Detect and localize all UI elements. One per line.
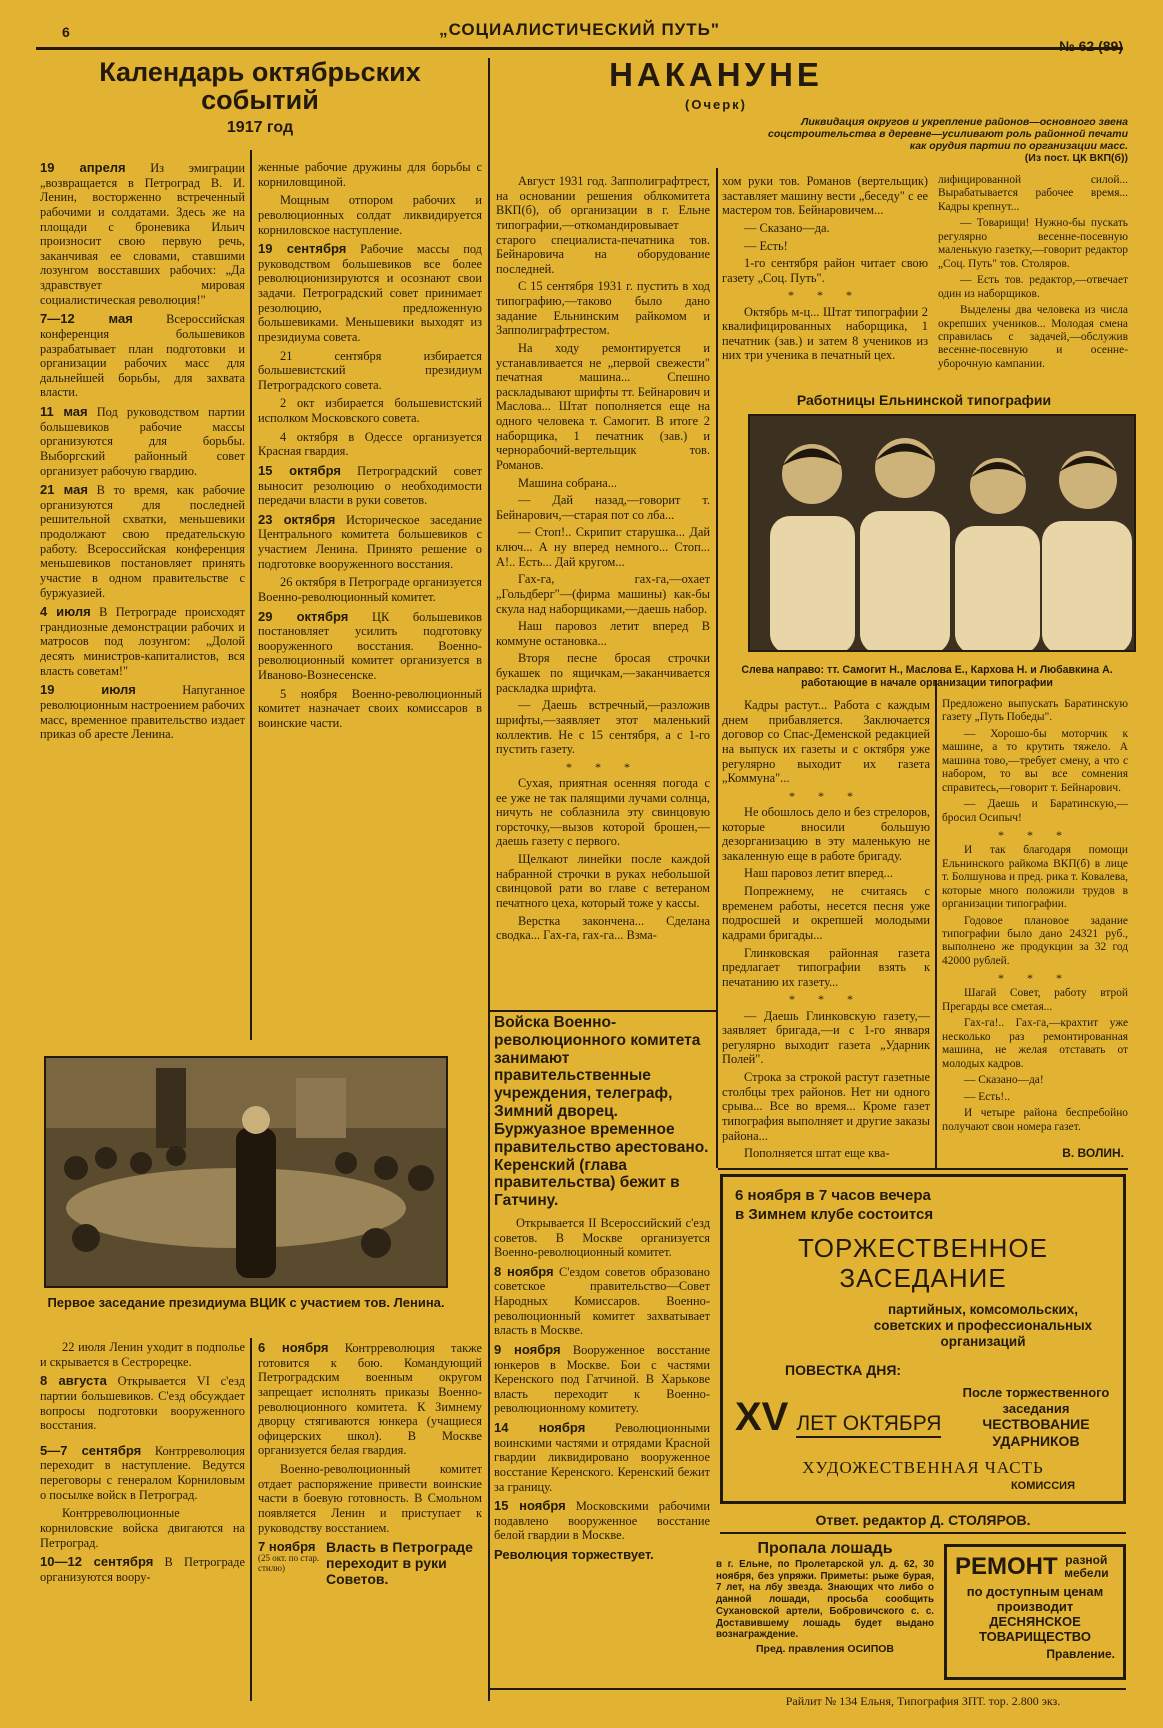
essay-signature: В. ВОЛИН.: [1062, 1146, 1124, 1160]
calendar-title: Календарь октябрьских событий: [99, 58, 421, 116]
calendar-year: 1917 год: [226, 118, 294, 136]
calendar-lower-column-1: [40, 1340, 245, 1700]
entry-date: 15 октября: [258, 462, 341, 478]
essay-paragraph: — Товарищи! Нужно-бы пускать регулярно весенне-посевную маленькую газетку,—говорит редактор „Соц. Путь" тов. Столяров.: [938, 217, 1128, 270]
essay-paragraph: Наш паровоз летит вперед...: [744, 866, 893, 881]
essay-paragraph: 1-го сентября район читает свою газету „Соц. Путь".: [722, 256, 928, 285]
page-number: 6: [62, 24, 70, 40]
issue-number: № 62 (89): [1059, 38, 1123, 54]
entry-date: 21 мая: [40, 482, 88, 498]
essay-paragraph: На ходу ремонтируется и устанавливается не „первой свежести" печатная машина... Спешно раскладывают шрифты тт. Бейнарович и Маслова... Штат пополняется еще на одного человека т. Самогит. В итоге 2 наборщика, 1 печатник (зав.) и чернорабочий-вертельщик тов. Романов.: [496, 340, 710, 472]
essay-paragraph: Попрежнему, не считаясь с временем работы, несется песня уже подросшей и окрепшей молодыми кадрами бригады...: [722, 884, 930, 942]
entry-text: женные рабочие дружины для борьбы с корниловщиной.: [258, 160, 482, 189]
calendar-column-1: [40, 160, 245, 1040]
essay-paragraph: Щелкают линейки после каждой набранной строчки в руках небольшой свинцовой рати во главе с ветераном печатного цеха, который тоже у кассы.: [496, 852, 710, 910]
meeting-organizations: партийных, комсомольских, советских и профессиональных организаций: [873, 1301, 1093, 1350]
entry-date: 7—12 мая: [40, 311, 133, 327]
separator-stars: * * *: [998, 971, 1072, 986]
essay-paragraph: Кадры растут... Работа с каждым днем прибавляется. Заключается договор со Спас-Деменской редакцией на выпуск их газеты и с октября уже регулярно выходит их газета „Коммуна"...: [722, 698, 930, 786]
calendar-entry: [40, 1554, 245, 1584]
calendar-entry: [258, 396, 482, 425]
entry-date: 19 июля: [40, 682, 136, 698]
repair-sign: Правление.: [1046, 1647, 1115, 1662]
calendar-entry: [40, 404, 245, 478]
entry-text: 4 октября в Одессе организуется Красная гвардия.: [258, 429, 482, 459]
calendar-lower-column-2: [258, 1340, 482, 1700]
entry-date: 29 октября: [258, 608, 349, 624]
lost-horse-sign: Пред. правления ОСИПОВ: [755, 1643, 895, 1656]
calendar-entry: [258, 575, 482, 604]
essay-paragraph: — Хорошо-бы моторчик к машине, а то крутить тяжело. А машина тово,—требует смену, а что с набором, то вы все сомнения справитесь,—говорит т. Бейнарович.: [942, 727, 1128, 794]
essay-paragraph: Верстка закончена... Сделана сводка... Гах-га, гах-га... Взма-: [496, 913, 710, 943]
essay-subtitle: (Очерк): [685, 96, 747, 112]
column-rule: [250, 150, 252, 1040]
entry-date: 19 сентября: [258, 241, 347, 257]
meeting-line-1: 6 ноября в 7 часов вечера: [735, 1187, 931, 1204]
calendar-entry: [258, 512, 482, 572]
entry-text: Контрреволюция переходит в наступление. Ведутся переговоры с генералом Корниловым о посылке войск в Петроград.: [40, 1443, 245, 1502]
meeting-xv: XV: [735, 1394, 789, 1439]
nov7-text: Власть в Петрограде переходит в руки Советов.: [326, 1539, 473, 1588]
essay-header: [496, 56, 1128, 188]
essay-paragraph: Машина собрана...: [518, 475, 618, 490]
workers-photo: [748, 414, 1136, 652]
meeting-art: ХУДОЖЕСТВЕННАЯ ЧАСТЬ: [802, 1457, 1044, 1477]
meeting-honor: ЧЕСТВОВАНИЕ УДАРНИКОВ: [982, 1416, 1090, 1449]
calendar-entry: [40, 311, 245, 400]
column-rule: [250, 1338, 252, 1701]
repair-subject: разной мебели: [1064, 1552, 1109, 1581]
essay-paragraph: Гах-га, гах-га,—охает „Гольдберг"—(фирма машины) как-бы скула над наборщиками,—даешь набор.: [496, 572, 710, 616]
meeting-commission: КОМИССИЯ: [1010, 1479, 1075, 1492]
entry-text: 21 сентября избирается большевистский президиум Петроградского совета.: [258, 348, 482, 392]
calendar-entry: [494, 1264, 710, 1338]
entry-date: 15 ноября: [494, 1498, 566, 1514]
entry-date: 5—7 сентября: [40, 1442, 142, 1458]
essay-paragraph: И так благодаря помощи Ельнинского райкома ВКП(б) в лице т. Болшунова и пред. рика т. Ковалева, которые много положили трудов в организации типографии.: [942, 844, 1128, 911]
separator-stars: * * *: [566, 759, 640, 774]
entry-date: 6 ноября: [258, 1340, 329, 1355]
entry-date: 10—12 сентября: [40, 1554, 154, 1570]
meeting-line-2: в Зимнем клубе состоится: [735, 1205, 934, 1223]
calendar-entry: [40, 1373, 245, 1433]
essay-paragraph: Глинковская районная газета предлагает типографии взять к печатанию их газету...: [722, 945, 930, 989]
section-rule: [718, 1168, 1128, 1170]
essay-paragraph: Годовое плановое задание типографии было дано 24321 руб., выполнено же продукции за 32 год 42000 рублей.: [942, 914, 1128, 967]
essay-paragraph: — Даешь встречный,—разложив шрифты,—заявляет этот маленький коллектив. Не с 15 сентября, а с 1-го пустить газету.: [496, 698, 710, 757]
entry-text: Революционными воинскими частями и отрядами Красной гвардии ликвидировано вооруженное восстание Керенского. Керенский бежит за границу.: [494, 1421, 710, 1494]
essay-paragraph: Наш паровоз летит вперед В коммуне остановка...: [496, 619, 710, 648]
entry-date: 14 ноября: [494, 1420, 586, 1436]
calendar-entry: [258, 1462, 482, 1535]
workers-photo-caption: Слева направо: тт. Самогит Н., Маслова Е., Кархова Н. и Любавкина А. работающие в начале организации типографии: [741, 664, 1113, 689]
essay-paragraph: И четыре района беспребойно получают свои номера газет.: [942, 1107, 1128, 1133]
imprint: Райлит № 134 Ельня, Типография ЗПТ. тор. 2.800 экз.: [785, 1694, 1061, 1708]
newspaper-name: „СОЦИАЛИСТИЧЕСКИЙ ПУТЬ": [439, 20, 720, 39]
workers-photo-image: [750, 416, 1136, 652]
entry-text: Историческое заседание Центрального комитета большевиков с участием Ленина. Принято решение о подготовке вооруженного восстания.: [258, 512, 482, 571]
meeting-announcement: [720, 1174, 1126, 1504]
essay-epigraph-source: (Из пост. ЦК ВКП(б)): [1024, 152, 1128, 165]
entry-text: В Петрограде происходят грандиозные демонстрации рабочих и матросов под лозунгом: „Долой десять министров-капиталистов, вся власть советам!": [40, 605, 245, 678]
repair-text: по доступным ценам производит ДЕСНЯНСКОЕ ТОВАРИЩЕСТВО: [966, 1584, 1104, 1645]
essay-paragraph: Пополняется штат еще ква-: [744, 1146, 890, 1161]
essay-column-e: [942, 698, 1128, 1144]
essay-paragraph: Вторя песне бросая строчки букашек по ящичкам,—заканчивается раскладка шрифта.: [496, 651, 710, 695]
entry-text: В то время, как рабочие организуются для последней решительной схватки, меньшевики продолжают свою предательскую работу. Всероссийская конференция меньшевиков постановляет принять участие в одном правительстве с буржуазией.: [40, 483, 245, 600]
essay-column-d: [722, 698, 930, 1164]
calendar-entry: [494, 1498, 710, 1543]
entry-text: Открывается II Всероссийский с'езд советов. В Москве организуется Военно-революционный комитет.: [494, 1215, 710, 1260]
entry-text: ЦК большевиков постановляет усилить подготовку вооруженного восстания. Военно-революционный комитет организуется в Иваново-Вознесенске.: [258, 609, 482, 682]
entry-date: 23 октября: [258, 511, 336, 527]
revolution-column: [494, 1014, 710, 1686]
lost-horse-title: Пропала лошадь: [757, 1540, 893, 1557]
separator-stars: * * *: [789, 788, 863, 803]
meeting-after: После торжественного заседания: [962, 1384, 1110, 1416]
entry-date: 8 августа: [40, 1373, 107, 1389]
column-rule: [935, 680, 937, 1170]
lost-horse-text: в г. Ельне, по Пролетарской ул. д. 62, 30 ноября, без упряжи. Приметы: рыже бурая, 7 лет, на лбу звезда. Знающих что либо о данной лошади, просьба сообщить Сухановской артели, Бобровичского с. с. Доставившему лошадь будет выдано вознаграждение.: [716, 1558, 934, 1641]
nov7-date: 7 ноября: [258, 1539, 316, 1555]
revolution-closing: Революция торжествует.: [494, 1547, 654, 1563]
essay-column-a: [496, 174, 710, 1004]
entry-date: 9 ноября: [494, 1341, 561, 1357]
essay-paragraph: Не обошлось дело и без стрелоров, которые вносили большую дезорганизацию в эту маленькую не закаленную еще в работе бригаду.: [722, 804, 930, 863]
essay-column-c: [938, 174, 1128, 404]
essay-paragraph: — Сказано—да!: [964, 1074, 1044, 1087]
calendar-column-2: [258, 160, 482, 1040]
calendar-entry: [494, 1342, 710, 1416]
calendar-entry: [258, 349, 482, 393]
calendar-entry: [40, 160, 245, 307]
column-rule: [716, 168, 718, 1168]
entry-text: Контрреволюция также готовится к бою. Командующий Петроградским военным округом запрещает исполнять приказы Военно-революционного комитета. К Зимнему дворцу стягиваются юнкера (учащиеся офицерских школ). В Москве организуется белая гвардия.: [258, 1341, 482, 1458]
entry-text: Открывается VI с'езд партии большевиков. С'езд обсуждает вопросы подготовки вооруженного восстания.: [40, 1374, 245, 1433]
calendar-header: [40, 58, 480, 154]
entry-date: 11 мая: [40, 404, 88, 419]
nov7-note: (25 окт. по стар. стилю): [258, 1553, 320, 1574]
essay-paragraph: С 15 сентября 1931 г. пустить в ход типографию,—таково было дано задание Ельнинским райкомом и Запполиграфтрестом.: [496, 279, 710, 338]
essay-paragraph: Строка за строкой растут газетные столбцы трех районов. Нет ни одного срыва... Все во время... Кроме газет типография выполняет и другие заказы района...: [722, 1070, 930, 1143]
entry-text: С'ездом советов образовано советское правительство—Совет Народных Комиссаров. Военно-революционный комитет захватывает власть в Москве.: [494, 1264, 710, 1338]
essay-paragraph: лифицированной силой... Вырабатывается рабочее время... Кадры крепнут...: [938, 174, 1128, 213]
entry-text: Московскими рабочими подавлено вооруженное восстание белой гвардии в Москве.: [494, 1499, 710, 1543]
essay-paragraph: Выделены два человека из числа окрепших учеников... Молодая смена справилась с задачей,—обслужив весенне-посевную и осенне-уборочную кампании.: [938, 304, 1128, 370]
essay-paragraph: Август 1931 год. Запполиграфтрест, на основании решения облкомитета ВКП(б), об организации в г. Ельне типографии,—откомандировывает старого специалиста-печатника тов. Бейнаровича на оборудование последней.: [496, 174, 710, 276]
entry-text: 2 окт избирается большевистский исполком Московского совета.: [258, 396, 482, 425]
essay-paragraph: Предложено выпускать Баратинскую газету „Путь Победы".: [942, 698, 1128, 724]
essay-paragraph: — Есть!: [744, 238, 788, 253]
entry-text: Под руководством партии большевиков рабочие массы организуются для борьбы. Выборгский районный совет организует рабочую гвардию.: [40, 405, 245, 478]
entry-text: Из эмиграции „возвращается в Петроград В. И. Ленин, восторженно встреченный рабочими и солдатами. Здесь же на площади с броневика Ильич произносит свою первую речь, заканчивая ее словами, ставшими лозунгом восставших рабочих: „Да здравствует мировая социалистическая революция!": [40, 161, 245, 307]
revolution-headline: Войска Военно-революционного комитета занимают правительственные учреждения, телеграф, Зимний дворец. Буржуазное временное правительство арестовано. Керенский (глава правительства) бежит в Гатчину.: [494, 1014, 709, 1210]
workers-photo-heading: Работницы Ельнинской типографии: [796, 392, 1052, 408]
entry-text: Всероссийская конференция большевиков разрабатывает план подготовки и организации рабочих масс для дальнейшей борьбы, для захвата власти.: [40, 312, 245, 400]
calendar-entry: [40, 604, 245, 678]
entry-text: Вооруженное восстание юнкеров в Москве. Бои с частями Керенского под Гатчиной. В Харькове власть переходит к Военно-революционному комитету.: [494, 1342, 710, 1416]
calendar-entry: [258, 241, 482, 344]
calendar-entry: [258, 193, 482, 237]
entry-text: 22 июля Ленин уходит в подполье и скрывается в Сестрорецке.: [40, 1340, 245, 1369]
essay-paragraph: Гах-га!.. Гах-га,—крахтит уже несколько раз ремонтированная машина, не желая отставать от молодых кадров.: [942, 1017, 1128, 1070]
column-rule: [488, 58, 490, 1701]
entry-text: Военно-революционный комитет отдает распоряжение привести воинские части в боевую готовность. В Смольном появляется Ленин и приступает к руководству восстанием.: [258, 1462, 482, 1535]
presidium-photo-caption: Первое заседание президиума ВЦИК с участием тов. Ленина.: [47, 1296, 445, 1310]
calendar-entry: [40, 682, 245, 742]
calendar-entry: [258, 609, 482, 683]
essay-paragraph: — Стоп!.. Скрипит старушка... Дай ключ... А ну вперед немного... Стоп... А!.. Есть... Дай кругом...: [496, 525, 710, 569]
separator-stars: * * *: [788, 288, 862, 303]
entry-text: Напуганное революционным настроением рабочих масс, временное правительство издает приказ об аресте Ленина.: [40, 683, 245, 742]
essay-paragraph: — Дай назад,—говорит т. Бейнарович,—старая пот со лба...: [496, 493, 710, 522]
essay-paragraph: хом руки тов. Романов (вертельщик) заставляет машину вести „беседу" с ее мастером тов. Бейнаровичем...: [722, 174, 928, 218]
calendar-entry: [40, 1340, 245, 1369]
calendar-entry: [494, 1420, 710, 1494]
section-rule: [490, 1688, 1126, 1690]
meeting-title: ТОРЖЕСТВЕННОЕ ЗАСЕДАНИЕ: [798, 1232, 1048, 1294]
entry-text: Мощным отпором рабочих и революционных солдат ликвидируется корниловское наступление.: [258, 193, 482, 237]
calendar-entry: [494, 1216, 710, 1260]
calendar-entry: [258, 463, 482, 508]
meeting-agenda-label: ПОВЕСТКА ДНЯ:: [785, 1362, 902, 1379]
nov7-entry: [258, 1539, 482, 1587]
essay-title: НАКАНУНЕ: [609, 56, 823, 93]
essay-paragraph: — Даешь и Баратинскую,—бросил Осипыч!: [942, 798, 1128, 824]
entry-date: 8 ноября: [494, 1263, 554, 1279]
repair-word: РЕМОНТ: [955, 1553, 1058, 1580]
calendar-entry: [40, 1506, 245, 1550]
essay-paragraph: Сухая, приятная осенняя погода с ее уже не так палящими лучами солнца, ничуть не соблазнила эту свинцовую горсточку,—вызов которой брошен,—даешь газету с первого.: [496, 775, 710, 849]
essay-paragraph: — Есть тов. редактор,—отвечает один из наборщиков.: [938, 274, 1128, 300]
essay-paragraph: Октябрь м-ц... Штат типографии 2 квалифицированных наборщика, 1 печатник (зав.) и затем 8 учеников из них три ученика в печатный цех.: [722, 304, 928, 363]
entry-text: В Петрограде организуются воору-: [40, 1555, 245, 1584]
calendar-entry: [40, 1443, 245, 1503]
essay-column-b: [722, 174, 928, 404]
separator-stars: * * *: [789, 992, 863, 1007]
calendar-entry: [258, 430, 482, 459]
entry-text: 26 октября в Петрограде организуется Военно-революционный комитет.: [258, 575, 482, 604]
essay-paragraph: — Даешь Глинковскую газету,—заявляет бригада,—и с 1-го января регулярно выходит газета „Ударник Полей".: [722, 1008, 930, 1067]
furniture-repair-ad: [944, 1544, 1126, 1680]
entry-text: Контрреволюционные корниловские войска двигаются на Петроград.: [40, 1506, 245, 1550]
editor-line: Ответ. редактор Д. СТОЛЯРОВ.: [720, 1512, 1126, 1534]
presidium-photo-image: [46, 1058, 448, 1288]
section-rule: [490, 1010, 716, 1012]
meeting-years: ЛЕТ ОКТЯБРЯ: [796, 1412, 941, 1439]
calendar-entry: [258, 687, 482, 731]
essay-epigraph: Ликвидация округов и укрепление районов—основного звена соцстроительства в деревне—усиливают роль районной печати как орудия партии по организации масс.: [768, 116, 1128, 153]
calendar-entry: [258, 1340, 482, 1458]
calendar-entry: [258, 160, 482, 189]
essay-paragraph: Шагай Совет, работу втрой Прегарды все сметая...: [942, 987, 1128, 1013]
entry-text: 5 ноября Военно-революционный комитет назначает своих комиссаров в воинские части.: [258, 686, 482, 730]
entry-text: Петроградский совет выносит резолюцию о необходимости передачи власти в руки советов.: [258, 463, 482, 508]
presidium-photo: [44, 1056, 448, 1288]
separator-stars: * * *: [998, 828, 1072, 843]
entry-text: Рабочие массы под руководством большевиков все более революционизируются и осознают свои задачи. Петроградский совет принимает резолюцию, предложенную большевиками. Меньшевики выходят из президиума совета.: [258, 242, 482, 344]
essay-paragraph: — Есть!..: [964, 1090, 1010, 1103]
entry-date: 4 июля: [40, 604, 91, 620]
calendar-entry: [40, 482, 245, 600]
masthead: [36, 18, 1123, 54]
lost-horse-ad: [716, 1540, 934, 1686]
essay-paragraph: — Сказано—да.: [744, 220, 830, 235]
entry-date: 19 апреля: [40, 160, 126, 175]
